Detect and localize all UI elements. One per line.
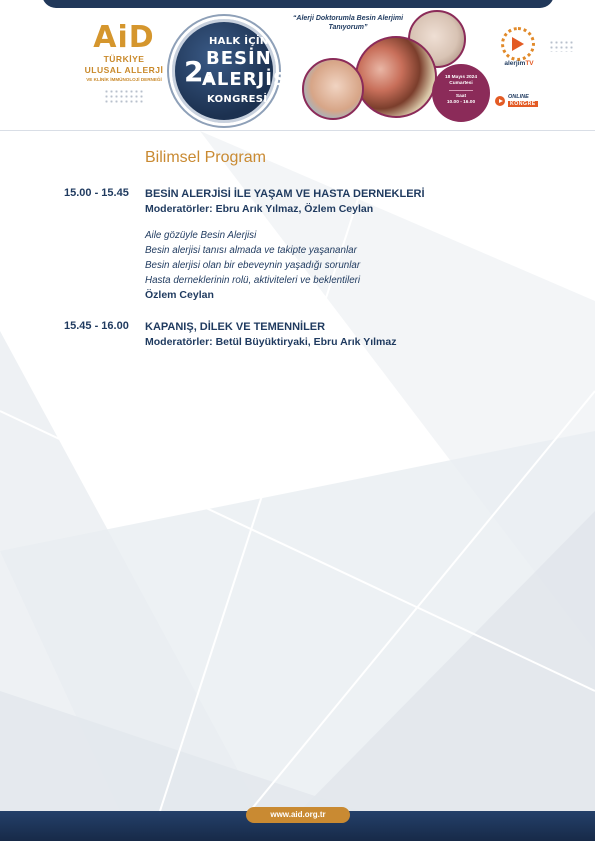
- online-congress-badge: [495, 94, 543, 110]
- talk-item: Besin alerjisi olan bir ebeveynin yaşadığı sorunlar: [145, 260, 361, 271]
- alerjim-tv-text: [497, 60, 541, 67]
- talk-item: Aile gözüyle Besin Alerjisi: [145, 230, 257, 241]
- session-moderators: Moderatörler: Ebru Arık Yılmaz, Özlem Ceylan: [145, 203, 374, 215]
- aid-logo-mark: AiD: [93, 20, 155, 55]
- website-link[interactable]: www.aid.org.tr: [246, 807, 350, 823]
- session-title: BESİN ALERJİSİ İLE YAŞAM VE HASTA DERNEKLERİ: [145, 188, 425, 200]
- aid-logo-line2: ULUSAL ALLERJİ: [84, 65, 164, 75]
- date-badge: [432, 64, 490, 122]
- skin-test-photo: [302, 58, 364, 120]
- session-body: [145, 187, 505, 303]
- header-top-bar: [42, 0, 554, 8]
- talk-list: [145, 228, 505, 303]
- page-header: [0, 0, 595, 131]
- dot-pattern-icon: [104, 89, 144, 103]
- congress-badge: [172, 19, 295, 123]
- talk-item: Hasta derneklerinin rolü, aktiviteleri ve beklentileri: [145, 275, 361, 286]
- speaker-name: Özlem Ceylan: [145, 289, 214, 301]
- tv-text: TV: [525, 60, 534, 67]
- event-day: Cumartesi: [449, 81, 473, 86]
- date-divider: [449, 90, 473, 91]
- session-time: 15.45 - 16.00: [64, 320, 129, 332]
- talk-item: Besin alerjisi tanısı almada ve takipte yaşananlar: [145, 245, 357, 256]
- event-time: 10.00 - 16.00: [446, 100, 476, 105]
- aid-logo-line1: TÜRKİYE: [103, 54, 145, 64]
- dot-pattern-icon: [549, 40, 573, 52]
- congress-number: 2.: [184, 55, 215, 88]
- online-label: ONLINE: [508, 94, 529, 100]
- play-icon: [512, 37, 524, 51]
- alerjim-text: alerjim: [504, 60, 526, 67]
- congress-line3: ALERJİSİ: [202, 69, 295, 90]
- congress-line2: BESİN: [206, 48, 272, 69]
- congress-line4: KONGRESİ: [207, 94, 268, 105]
- food-photo: [355, 36, 437, 118]
- play-circle-icon: [495, 96, 505, 106]
- event-date: 18 Mayıs 2024: [444, 75, 477, 80]
- section-title: Bilimsel Program: [145, 149, 266, 166]
- aid-logo-line3: VE KLİNİK İMMÜNOLOJİ DERNEĞİ: [86, 77, 162, 82]
- session-title: KAPANIŞ, DİLEK VE TEMENNİLER: [145, 321, 326, 333]
- session-body: [145, 320, 505, 350]
- alerjim-tv-logo: [497, 27, 539, 69]
- session-moderators: Moderatörler: Betül Büyüktiryaki, Ebru Arık Yılmaz: [145, 336, 397, 348]
- aid-logo: [74, 22, 174, 103]
- congress-quote: “Alerji Doktorumla Besin Alerjimi Tanıyorum”: [292, 15, 404, 31]
- kongre-label: KONGRE: [510, 101, 536, 107]
- congress-line1: HALK İÇİN: [209, 36, 269, 47]
- event-time-label: Saat: [455, 94, 467, 99]
- session-time: 15.00 - 15.45: [64, 187, 129, 199]
